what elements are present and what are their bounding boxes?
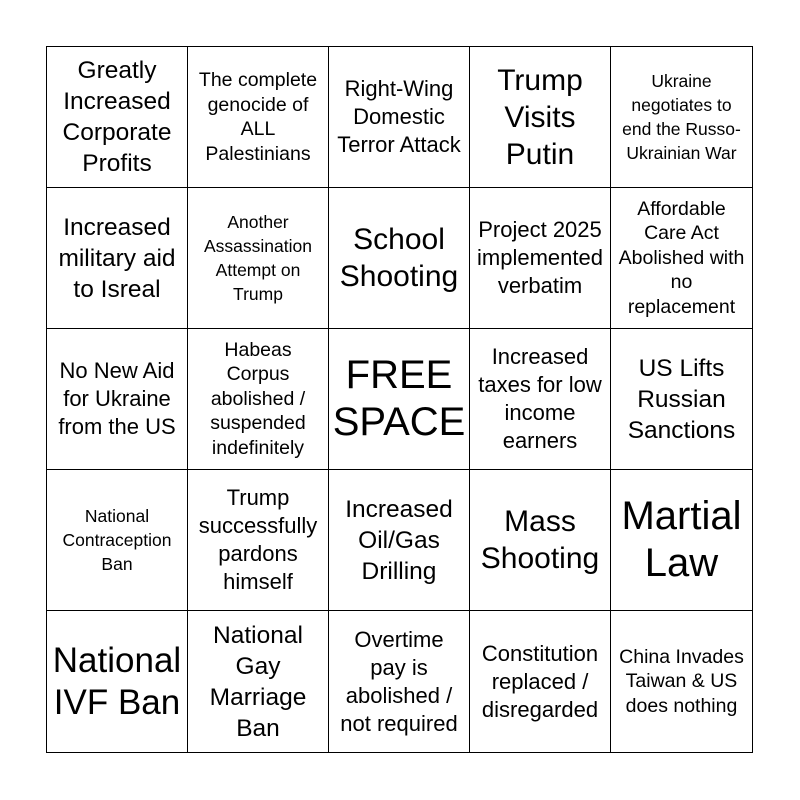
bingo-cell[interactable] [188, 470, 329, 611]
bingo-cell[interactable] [470, 47, 611, 188]
bingo-cell[interactable] [611, 329, 752, 470]
cell-text: Greatly Increased Corporate Profits [62, 57, 172, 177]
cell-text: Overtime pay is abolished / not required [340, 626, 458, 736]
bingo-cell[interactable] [188, 329, 329, 470]
cell-text: Habeas Corpus abolished / suspended indefinitely [210, 338, 306, 459]
bingo-cell[interactable] [329, 470, 470, 611]
bingo-cell[interactable] [470, 188, 611, 329]
bingo-cell[interactable] [188, 611, 329, 752]
bingo-cell[interactable] [470, 329, 611, 470]
cell-text: National Gay Marriage Ban [209, 621, 307, 742]
free-space-text: FREE SPACE [332, 353, 466, 444]
bingo-cell[interactable] [611, 188, 752, 329]
bingo-cell[interactable] [47, 47, 188, 188]
cell-text: National IVF Ban [52, 640, 182, 722]
bingo-cell[interactable] [329, 188, 470, 329]
cell-text: US Lifts Russian Sanctions [627, 354, 736, 444]
cell-text: The complete genocide of ALL Palestinians [198, 69, 318, 165]
cell-text: School Shooting [339, 223, 459, 293]
cell-text: Martial Law [621, 494, 742, 585]
cell-text: Ukraine negotiates to end the Russo-Ukrainian War [622, 71, 741, 163]
bingo-cell[interactable] [470, 470, 611, 611]
bingo-cell[interactable] [329, 611, 470, 752]
cell-text: Increased Oil/Gas Drilling [345, 495, 453, 585]
bingo-cell[interactable] [47, 329, 188, 470]
bingo-cell[interactable] [47, 188, 188, 329]
bingo-cell[interactable] [47, 470, 188, 611]
bingo-cell[interactable] [47, 611, 188, 752]
cell-text: Increased military aid to Isreal [58, 213, 176, 303]
cell-text: China Invades Taiwan & US does nothing [619, 645, 744, 717]
bingo-cell[interactable] [611, 611, 752, 752]
cell-text: Mass Shooting [480, 505, 600, 575]
cell-text: Increased taxes for low income earners [478, 344, 602, 453]
cell-text: Another Assassination Attempt on Trump [204, 212, 312, 304]
bingo-cell[interactable] [188, 188, 329, 329]
bingo-board [46, 46, 753, 753]
bingo-cell[interactable] [470, 611, 611, 752]
cell-text: Trump successfully pardons himself [198, 485, 318, 594]
cell-text: Affordable Care Act Abolished with no replacement [618, 197, 745, 318]
bingo-cell[interactable] [329, 47, 470, 188]
cell-text: Right-Wing Domestic Terror Attack [337, 76, 461, 157]
bingo-cell[interactable] [611, 47, 752, 188]
cell-text: National Contraception Ban [62, 506, 172, 574]
bingo-cell[interactable] [188, 47, 329, 188]
bingo-cell[interactable] [611, 470, 752, 611]
free-space-cell[interactable] [329, 329, 470, 470]
cell-text: No New Aid for Ukraine from the US [58, 358, 176, 439]
cell-text: Constitution replaced / disregarded [481, 640, 599, 722]
cell-text: Trump Visits Putin [497, 63, 583, 171]
cell-text: Project 2025 implemented verbatim [477, 217, 603, 298]
